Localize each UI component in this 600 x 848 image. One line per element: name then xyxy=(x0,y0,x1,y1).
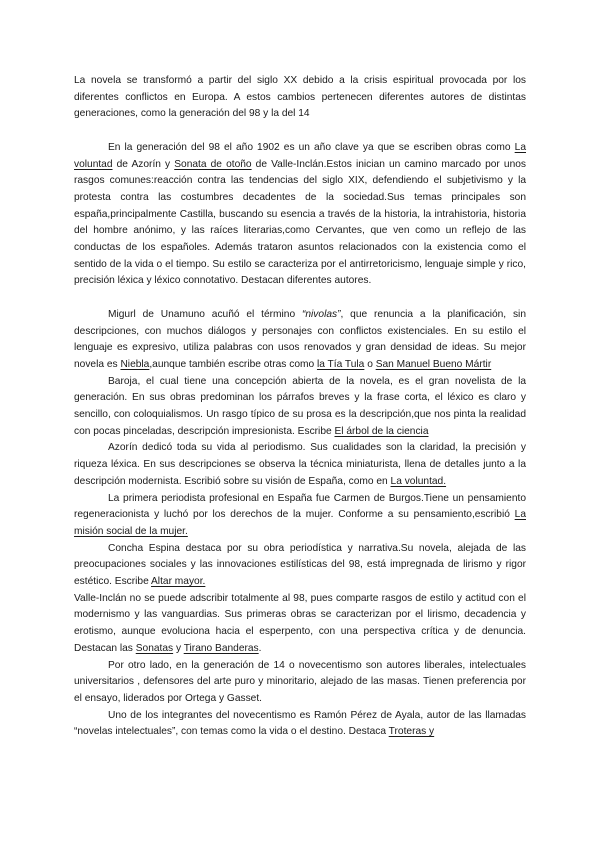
paragraph-p9 xyxy=(74,658,526,708)
text-run: Uno de los integrantes del novecentismo es Ramón Pérez de Ayala, autor de las llamadas “novelas intelectuales”, con temas como la vida o el destino. Destaca xyxy=(74,709,526,738)
book-title: Troteras y xyxy=(388,726,435,738)
text-run: Concha Espina destaca por su obra periodística y narrativa.Su novela, alejada de las preocupaciones sociales y las innovaciones estilísticas del 98, está impregnada de lirismo y rigor estético. Escribe xyxy=(74,542,526,588)
book-title: Altar mayor. xyxy=(151,576,206,588)
text-run: o xyxy=(364,358,376,370)
book-title: Tirano Banderas xyxy=(183,642,259,654)
book-title: Sonata de otoño xyxy=(174,158,252,170)
paragraph-p4 xyxy=(74,374,526,441)
paragraph-p5 xyxy=(74,440,526,490)
text-run: de Azorín y xyxy=(112,158,175,170)
text-run: En la generación del 98 el año 1902 es un año clave ya que se escriben obras como xyxy=(108,141,515,153)
paragraph-p7 xyxy=(74,541,526,591)
paragraph-p2 xyxy=(74,140,526,290)
paragraph-p10 xyxy=(74,708,526,741)
paragraph-p3 xyxy=(74,307,526,374)
text-run: La novela se transformó a partir del siglo XX debido a la crisis espiritual provocada por los diferentes conflictos en Europa. A estos cambios pertenecen diferentes autores de distintas generaciones, como la generación del 98 y la del 14 xyxy=(74,75,526,120)
paragraph-p1 xyxy=(74,73,526,123)
emphasized-term: “nivolas” xyxy=(301,308,341,320)
book-title: La misión social de la mujer. xyxy=(74,509,526,537)
text-run: . xyxy=(258,642,262,654)
book-title: Sonatas xyxy=(135,642,174,654)
book-title: la Tía Tula xyxy=(316,358,365,370)
text-run: Por otro lado, en la generación de 14 o novecentismo son autores liberales, intelectuales universitarios , defensores del arte puro y minoritario, alejado de las masas. Tienen preferencia por el ensayo, liderados por Ortega y Gasset. xyxy=(74,659,526,704)
book-title: La voluntad. xyxy=(390,475,447,487)
book-title: Niebla xyxy=(120,358,150,370)
text-run: y xyxy=(173,642,184,654)
text-run: Migurl de Unamuno acuñó el término xyxy=(108,308,302,320)
book-title: San Manuel Bueno Mártir xyxy=(375,358,492,370)
text-run: de Valle-Inclán.Estos inician un camino marcado por unos rasgos comunes:reacción contra las tendencias del siglo XIX, defendiendo el subjetivismo y la protesta contra las costumbres decadentes de la sociedad.Sus temas principales son españa,principalmente Castilla, buscando su esencia a través de la historia, la intrahistoria, historia del hombre anónimo, y las raíces literarias,como Cervantes, que ven como un reflejo de las conductas de los españoles. Además trataron asuntos relacionados con la existencia como el sentido de la vida o el tiempo. Su estilo se caracteriza por el antirretoricismo, lenguaje simple y rico, precisión léxica y léxico connotativo. Destacan diferentes autores. xyxy=(74,158,527,287)
text-run: Valle-Inclán no se puede adscribir totalmente al 98, pues comparte rasgos de estilo y actitud con el modernismo y las vanguardias. Sus primeras obras se caracterizan por el lirismo, decadencia y erotismo, aunque evoluciona hacia el esperpento, con una perspectiva crítica y de denuncia. Destacan las xyxy=(74,592,526,654)
document-body xyxy=(74,73,526,741)
text-run: ,aunque también escribe otras como xyxy=(149,358,317,370)
book-title: La voluntad xyxy=(74,141,526,170)
text-run: La primera periodista profesional en España fue Carmen de Burgos.Tiene un pensamiento regeneracionista y luchó por los derechos de la mujer. Conforme a su pensamiento,escribió xyxy=(74,492,526,521)
text-run: Azorín dedicó toda su vida al periodismo. Sus cualidades son la claridad, la precisión y riqueza léxica. En sus descripciones se observa la técnica miniaturista, llena de detalles junto a la descripción modernista. Escribió sobre su visión de España, como en xyxy=(74,442,526,487)
book-title: El árbol de la ciencia xyxy=(334,425,429,437)
paragraph-p8 xyxy=(74,591,526,658)
text-run: , que renuncia a la planificación, sin descripciones, con muchos diálogos y personajes con conflictos existenciales. En su estilo el lenguaje es expresivo, utiliza palabras con usos renovados y gran densidad de ideas. Su mejor novela es xyxy=(74,308,526,370)
text-run: Baroja, el cual tiene una concepción abierta de la novela, es el gran novelista de la generación. En sus obras predominan los párrafos breves y la frase corta, el léxico es claro y sencillo, con coloquialismos. Un rasgo típico de su prosa es la descripción,que nos pinta la realidad con pocas pinceladas, descripción impresionista. Escribe xyxy=(74,375,526,437)
paragraph-p6 xyxy=(74,491,526,541)
